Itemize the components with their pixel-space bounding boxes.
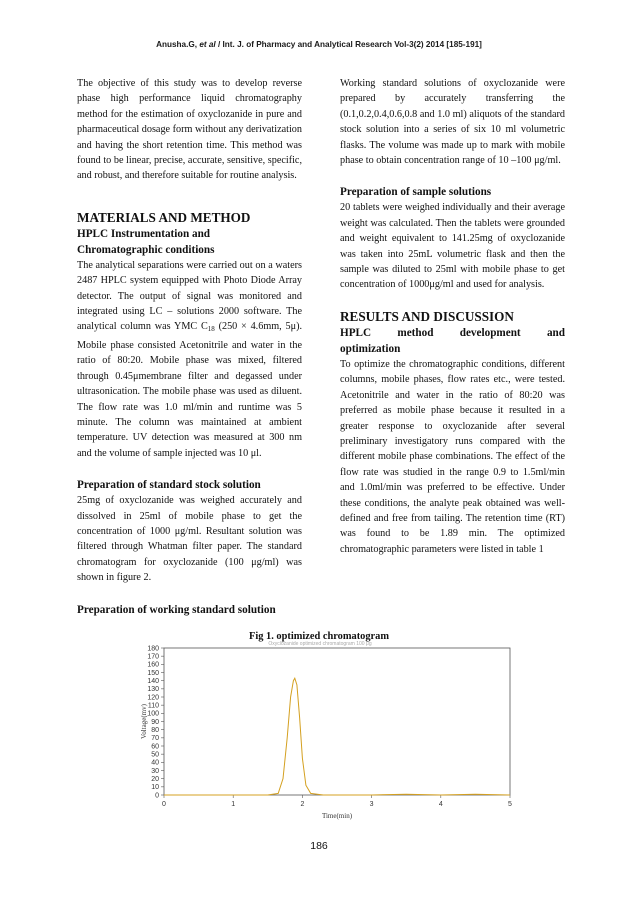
y-tick-label: 160 — [147, 661, 159, 669]
header-journal: / Int. J. of Pharmacy and Analytical Research Vol-3(2) 2014 [185-191] — [217, 40, 482, 49]
y-tick-label: 20 — [151, 776, 159, 784]
y-tick-label: 180 — [147, 645, 159, 653]
left-column — [77, 76, 302, 618]
y-tick-label: 140 — [147, 678, 159, 686]
results-paragraph: To optimize the chromatographic conditions, different columns, mobile phases, flow rates etc., were tested. Acetonitrile and water in the ratio of 80:20 was preferred as mobile phase because it resulted in a greater response to oxyclozanide after several preliminary investigatory runs compared with the different mobile phase combinations. The effect of the flow rate was studied in the range 0.9 to 1.5ml/min and 1.0ml/min was preferred to be effective. Under these conditions, the analyte peak obtained was well-defined and free from tailing. The retention time (RT) was found to be 1.89 min. The optimized chromatographic parameters were listed in table 1 — [340, 358, 565, 555]
hplc-instrumentation-heading: HPLC Instrumentation and — [77, 227, 211, 240]
y-tick-label: 120 — [147, 694, 159, 702]
chromatographic-conditions-heading: Chromatographic conditions — [77, 243, 215, 256]
figure-caption: Fig 1. optimized chromatogram — [248, 631, 390, 642]
x-tick-label: 1 — [231, 801, 236, 808]
y-tick-label: 90 — [151, 718, 159, 726]
results-heading: RESULTS AND DISCUSSION — [340, 308, 514, 324]
header-author: Anusha.G, — [156, 40, 198, 49]
y-tick-label: 150 — [147, 669, 159, 677]
y-tick-label: 110 — [147, 702, 159, 710]
x-tick-label: 2 — [300, 801, 305, 808]
y-tick-label: 30 — [151, 767, 159, 775]
x-tick-label: 0 — [162, 801, 166, 808]
y-tick-label: 0 — [155, 792, 159, 800]
stock-paragraph: 25mg of oxyclozanide was weighed accurately and dissolved in 25ml of mobile phase to get the concentration of 1000 μg/ml. Resultant solution was filtered through Whatman filter paper. The standard chromatogram for oxyclozanide (100 μg/ml) was shown in figure 2. — [77, 495, 302, 584]
intro-paragraph: The objective of this study was to develop reverse phase high performance liquid chromatography method for the estimation of oxyclozanide in pure and pharmaceutical dosage form without any derivatization and having the short retention time. This method was found to be linear, precise, accurate, sensitive, specific, and robust, and therefore suitable for routine analysis. — [77, 78, 302, 182]
working-solution-heading: Preparation of working standard solution — [77, 603, 276, 616]
x-tick-label: 3 — [369, 801, 374, 808]
y-tick-label: 80 — [151, 727, 159, 735]
y-tick-label: 60 — [151, 743, 159, 751]
stock-solution-heading: Preparation of standard stock solution — [77, 479, 261, 492]
y-tick-label: 70 — [151, 735, 159, 743]
sample-paragraph: 20 tablets were weighed individually and their average weight was calculated. Then the tablets were grounded and weight equivalent to 141.25mg of oxyclozanide was taken into 25mL volumetric flask and then the sample was diluted to 25ml with mobile phase to get concentration of 1000μg/ml and used for analysis. — [340, 202, 565, 291]
plot-frame — [164, 648, 510, 795]
sample-solution-heading: Preparation of sample solutions — [340, 186, 492, 199]
y-tick-label: 10 — [151, 784, 159, 792]
y-tick-label: 40 — [151, 759, 159, 767]
materials-heading: MATERIALS AND METHOD — [77, 209, 251, 225]
x-tick-label: 5 — [508, 801, 512, 808]
hplc-development-heading: HPLC method development and — [340, 326, 565, 339]
c18-subscript: 18 — [207, 325, 215, 334]
figure-faint-title: Oxyclozanide optimized chromatogram 100 μg — [268, 641, 372, 647]
y-tick-label: 100 — [147, 710, 159, 718]
series-line-oxyclozanide — [164, 678, 510, 795]
y-tick-label: 170 — [147, 653, 159, 661]
header-etal: et al — [199, 40, 216, 49]
hplc-paragraph: The analytical separations were carried out on a waters 2487 HPLC system equipped with Photo Diode Array detector. The output of signal was monitored and integrated using LC – solutions 2000 software. The analytical column was YMC C18 (250 × 4.6mm, 5μ). Mobile phase consisted Acetonitrile and water in the ratio of 80:20. Mobile phase was mixed, filtered through 0.45μmembrane filter and degassed under ultrasonication. The mobile phase was used as diluent. The flow rate was 1.0 ml/min and runtime was 5 minute. The column was maintained at ambient temperature. UV detection was measured at 300 nm and the volume of sample injected was 10 μl. — [77, 259, 303, 459]
y-axis-title: Voltage(mv) — [140, 704, 148, 739]
y-tick-label: 50 — [151, 751, 159, 759]
right-column — [340, 76, 565, 557]
running-header — [0, 40, 638, 49]
optimization-heading: optimization — [340, 342, 401, 355]
y-tick-label: 130 — [147, 686, 159, 694]
page-number: 186 — [310, 840, 328, 852]
working-paragraph: Working standard solutions of oxyclozanide were prepared by accurately transferring the (0.1,0.2,0.4,0.6,0.8 and 1.0 ml) aliquots of the standard stock solution into a series of six 10 ml volumetric flasks. The volume was made up to mark with mobile phase to obtain concentration range of 10 –100 μg/ml. — [340, 78, 565, 167]
x-tick-label: 4 — [438, 801, 443, 808]
chromatogram-chart — [120, 640, 520, 820]
x-axis-title: Time(min) — [321, 812, 353, 820]
